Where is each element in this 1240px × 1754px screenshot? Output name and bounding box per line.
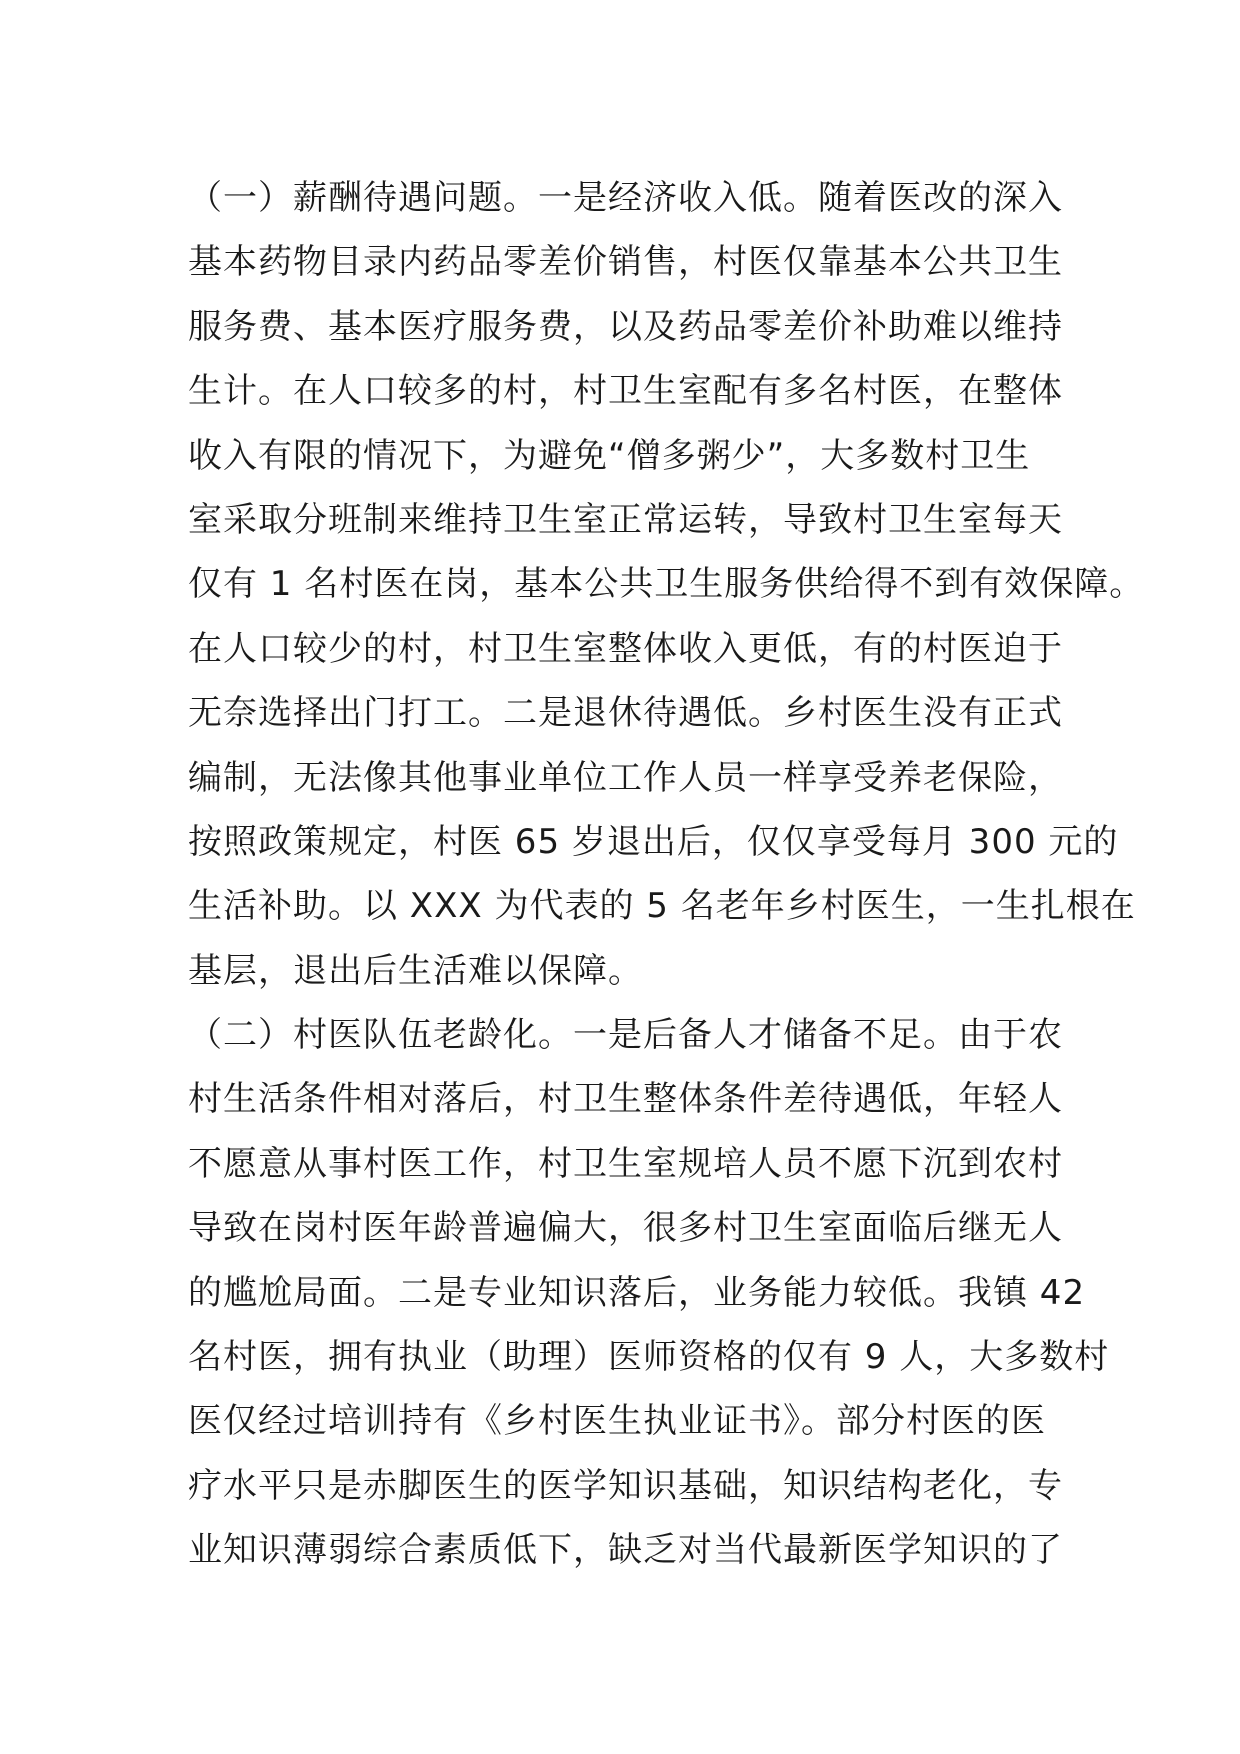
body-text: [188, 166, 1145, 1583]
text-line: 不愿意从事村医工作，村卫生室规培人员不愿下沉到农村: [188, 1143, 1063, 1184]
text-line: 村生活条件相对落后，村卫生整体条件差待遇低，年轻人: [188, 1079, 1063, 1120]
text-line: （一）薪酬待遇问题。一是经济收入低。随着医改的深入: [188, 178, 1063, 218]
text-line: 的尴尬局面。二是专业知识落后，业务能力较低。我镇 42: [188, 1272, 1086, 1313]
text-line: 疗水平只是赤脚医生的医学知识基础，知识结构老化，专: [188, 1465, 1063, 1506]
text-line: 生计。在人口较多的村，村卫生室配有多名村医，在整体: [188, 371, 1063, 412]
text-line: （二）村医队伍老龄化。一是后备人才储备不足。由于农: [188, 1015, 1063, 1056]
text-line: 在人口较少的村，村卫生室整体收入更低，有的村医迫于: [188, 628, 1063, 669]
text-line: 编制，无法像其他事业单位工作人员一样享受养老保险，: [188, 757, 1063, 798]
text-line: 生活补助。以 XXX 为代表的 5 名老年乡村医生，一生扎根在: [188, 886, 1136, 927]
text-line: 按照政策规定，村医 65 岁退出后，仅仅享受每月 300 元的: [188, 821, 1119, 862]
text-line: 无奈选择出门打工。二是退休待遇低。乡村医生没有正式: [188, 693, 1063, 734]
text-line: 服务费、基本医疗服务费，以及药品零差价补助难以维持: [188, 306, 1063, 347]
text-line: 医仅经过培训持有《乡村医生执业证书》。部分村医的医: [188, 1401, 1046, 1442]
text-line: 收入有限的情况下，为避免“僧多粥少”，大多数村卫生: [188, 435, 1031, 476]
text-line: 仅有 1 名村医在岗，基本公共卫生服务供给得不到有效保障。: [188, 564, 1145, 605]
text-line: 名村医，拥有执业（助理）医师资格的仅有 9 人，大多数村: [188, 1337, 1110, 1378]
text-line: 业知识薄弱综合素质低下，缺乏对当代最新医学知识的了: [188, 1530, 1063, 1571]
text-line: 导致在岗村医年龄普遍偏大，很多村卫生室面临后继无人: [188, 1208, 1063, 1249]
text-line: 基层，退出后生活难以保障。: [188, 950, 643, 991]
text-line: 室采取分班制来维持卫生室正常运转，导致村卫生室每天: [188, 499, 1063, 540]
text-line: 基本药物目录内药品零差价销售，村医仅靠基本公共卫生: [188, 242, 1063, 283]
